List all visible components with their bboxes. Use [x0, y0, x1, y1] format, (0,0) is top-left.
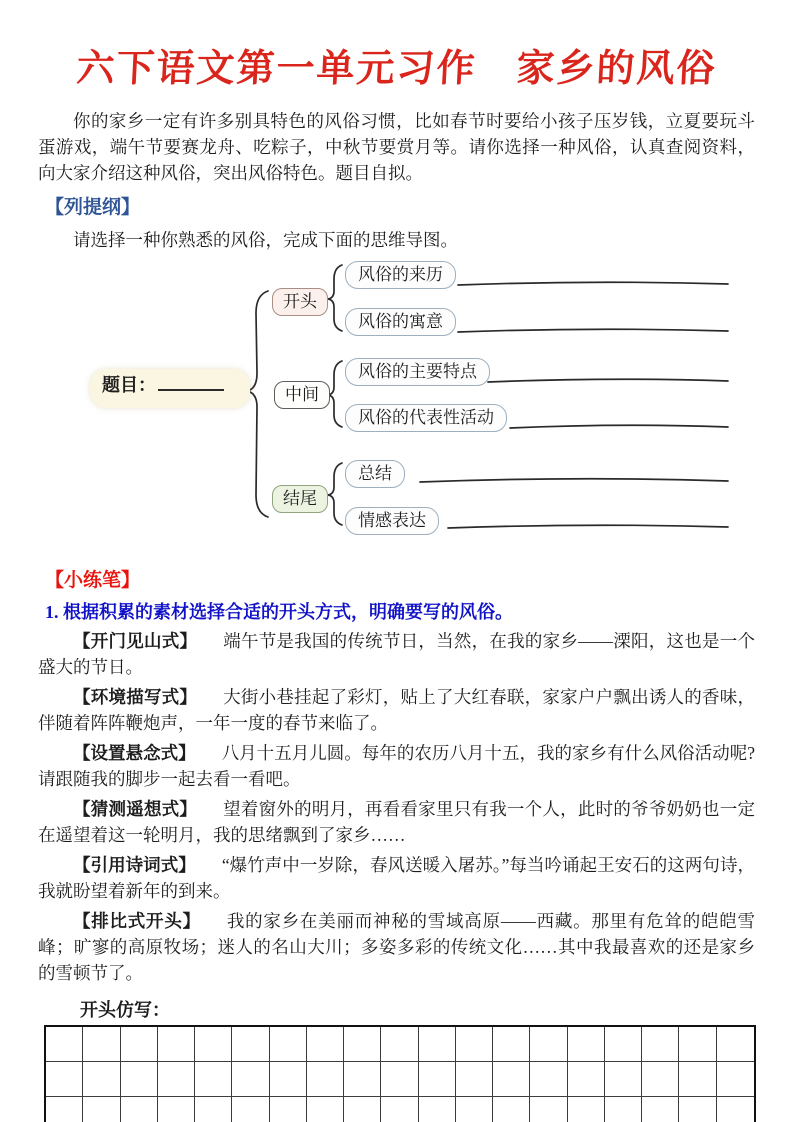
- grid-cell[interactable]: [307, 1062, 344, 1097]
- grid-cell[interactable]: [83, 1027, 120, 1062]
- grid-cell[interactable]: [307, 1027, 344, 1062]
- grid-cell[interactable]: [456, 1097, 493, 1122]
- grid-cell[interactable]: [195, 1097, 232, 1122]
- example-text: 大街小巷挂起了彩灯，贴上了大红春联，家家户户飘出诱人的香味，伴随着阵阵鞭炮声，一年一度的春节来临了。: [38, 687, 756, 733]
- outline-section-heading: 【列提纲】: [45, 197, 141, 218]
- example-label: 【排比式开头】: [73, 911, 201, 931]
- grid-cell[interactable]: [158, 1027, 195, 1062]
- grid-cell[interactable]: [419, 1027, 456, 1062]
- grid-cell[interactable]: [344, 1027, 381, 1062]
- grid-cell[interactable]: [344, 1062, 381, 1097]
- mindmap-leaf-origin: 风俗的来历: [345, 261, 456, 289]
- grid-cell[interactable]: [232, 1062, 269, 1097]
- grid-cell[interactable]: [530, 1097, 567, 1122]
- mindmap-leaf-features: 风俗的主要特点: [345, 358, 490, 386]
- writing-grid: [44, 1025, 756, 1122]
- grid-cell[interactable]: [605, 1062, 642, 1097]
- mindmap-branch-middle: 中间: [274, 381, 330, 409]
- mindmap-leaf-activities: 风俗的代表性活动: [345, 404, 507, 432]
- mindmap-diagram: [0, 255, 793, 555]
- example-label: 【环境描写式】: [73, 687, 198, 707]
- practice-section-heading: 【小练笔】: [45, 570, 141, 591]
- grid-cell[interactable]: [493, 1062, 530, 1097]
- topic-blank-line[interactable]: [158, 374, 224, 391]
- example-text: 八月十五月儿圆。每年的农历八月十五，我的家乡有什么风俗活动呢?请跟随我的脚步一起去看一看吧。: [38, 743, 756, 789]
- practice-task: 1. 根据积累的素材选择合适的开头方式，明确要写的风俗。: [45, 602, 513, 622]
- grid-cell[interactable]: [121, 1097, 158, 1122]
- grid-cell[interactable]: [419, 1062, 456, 1097]
- outline-instruction: 请选择一种你熟悉的风俗，完成下面的思维导图。: [73, 230, 458, 250]
- grid-cell[interactable]: [568, 1027, 605, 1062]
- grid-cell[interactable]: [456, 1027, 493, 1062]
- grid-cell[interactable]: [270, 1062, 307, 1097]
- example-paragraph-suspense: [38, 740, 755, 792]
- mindmap-topic-node: [90, 369, 250, 408]
- grid-cell[interactable]: [530, 1027, 567, 1062]
- grid-cell[interactable]: [493, 1097, 530, 1122]
- example-label: 【设置悬念式】: [73, 743, 196, 763]
- grid-cell[interactable]: [270, 1027, 307, 1062]
- grid-cell[interactable]: [679, 1097, 716, 1122]
- grid-cell[interactable]: [642, 1062, 679, 1097]
- grid-cell[interactable]: [121, 1027, 158, 1062]
- grid-cell[interactable]: [679, 1027, 716, 1062]
- example-paragraph-parallelism: [38, 908, 755, 986]
- grid-cell[interactable]: [158, 1062, 195, 1097]
- example-paragraph-direct: [38, 628, 755, 680]
- example-text: 我的家乡在美丽而神秘的雪域高原——西藏。那里有危耸的皑皑雪峰；旷寥的高原牧场；迷人的名山大川；多姿多彩的传统文化……其中我最喜欢的还是家乡的雪顿节了。: [38, 911, 756, 983]
- example-paragraph-environment: [38, 684, 755, 736]
- grid-cell[interactable]: [456, 1062, 493, 1097]
- example-label: 【猜测遥想式】: [73, 799, 198, 819]
- grid-cell[interactable]: [717, 1062, 754, 1097]
- grid-cell[interactable]: [232, 1027, 269, 1062]
- grid-cell[interactable]: [121, 1062, 158, 1097]
- grid-cell[interactable]: [195, 1027, 232, 1062]
- grid-cell[interactable]: [232, 1097, 269, 1122]
- grid-cell[interactable]: [381, 1097, 418, 1122]
- grid-cell[interactable]: [642, 1097, 679, 1122]
- mindmap-branch-ending: 结尾: [272, 485, 328, 513]
- grid-cell[interactable]: [46, 1097, 83, 1122]
- grid-cell[interactable]: [493, 1027, 530, 1062]
- example-paragraph-imagination: [38, 796, 755, 848]
- example-text: 望着窗外的明月，再看看家里只有我一个人，此时的爷爷奶奶也一定在遥望着这一轮明月，我的思绪飘到了家乡……: [38, 799, 756, 845]
- grid-cell[interactable]: [270, 1097, 307, 1122]
- mindmap-leaf-emotion: 情感表达: [345, 507, 439, 535]
- grid-cell[interactable]: [158, 1097, 195, 1122]
- grid-cell[interactable]: [83, 1062, 120, 1097]
- page-title: 六下语文第一单元习作 家乡的风俗: [75, 48, 718, 90]
- grid-cell[interactable]: [419, 1097, 456, 1122]
- grid-cell[interactable]: [307, 1097, 344, 1122]
- grid-cell[interactable]: [195, 1062, 232, 1097]
- example-text: “爆竹声中一岁除，春风送暖入屠苏。”每当吟诵起王安石的这两句诗，我就盼望着新年的到来。: [38, 855, 755, 901]
- grid-cell[interactable]: [46, 1062, 83, 1097]
- grid-cell[interactable]: [344, 1097, 381, 1122]
- mindmap-branch-opening: 开头: [272, 288, 328, 316]
- grid-cell[interactable]: [717, 1097, 754, 1122]
- grid-cell[interactable]: [381, 1027, 418, 1062]
- grid-cell[interactable]: [46, 1027, 83, 1062]
- grid-cell[interactable]: [568, 1097, 605, 1122]
- grid-cell[interactable]: [381, 1062, 418, 1097]
- intro-paragraph: 你的家乡一定有许多别具特色的风俗习惯，比如春节时要给小孩子压岁钱，立夏要玩斗蛋游戏，端午节要赛龙舟、吃粽子，中秋节要赏月等。请你选择一种风俗，认真查阅资料，向大家介绍这种风俗，突出风俗特色。题目自拟。: [38, 111, 755, 183]
- topic-label: 题目：: [102, 375, 156, 395]
- example-label: 【引用诗词式】: [73, 855, 196, 875]
- mindmap-leaf-summary: 总结: [345, 460, 405, 488]
- example-text: 端午节是我国的传统节日，当然，在我的家乡——溧阳，这也是一个盛大的节日。: [38, 631, 756, 677]
- example-paragraph-poetry: [38, 852, 755, 904]
- example-label: 【开门见山式】: [73, 631, 198, 651]
- mindmap-leaf-meaning: 风俗的寓意: [345, 308, 456, 336]
- copy-practice-label: 开头仿写：: [80, 1000, 170, 1020]
- grid-cell[interactable]: [679, 1062, 716, 1097]
- grid-cell[interactable]: [605, 1027, 642, 1062]
- grid-cell[interactable]: [83, 1097, 120, 1122]
- grid-cell[interactable]: [568, 1062, 605, 1097]
- grid-cell[interactable]: [605, 1097, 642, 1122]
- grid-cell[interactable]: [717, 1027, 754, 1062]
- grid-cell[interactable]: [530, 1062, 567, 1097]
- grid-cell[interactable]: [642, 1027, 679, 1062]
